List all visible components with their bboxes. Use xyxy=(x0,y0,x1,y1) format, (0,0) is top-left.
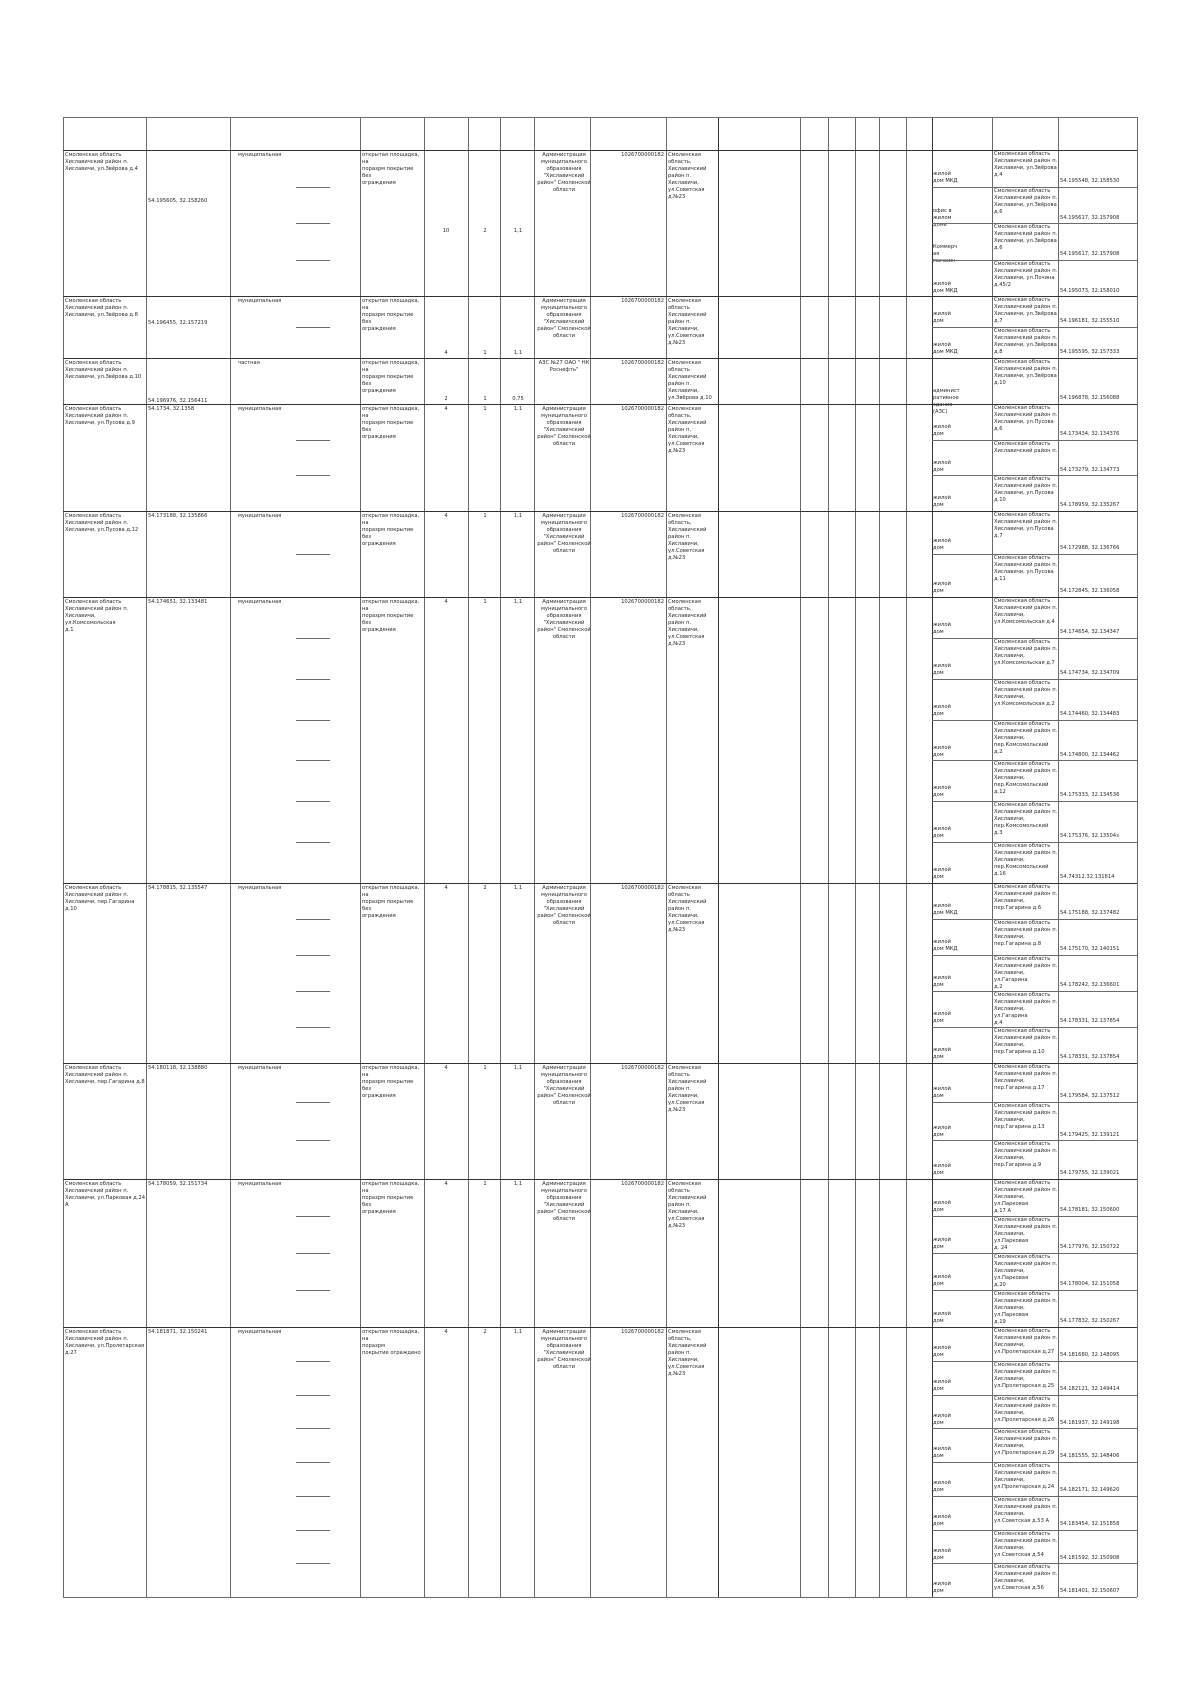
sub-row-marker xyxy=(296,1361,330,1362)
site-coordinates: 54.174651, 32.133481 xyxy=(148,599,208,605)
column-divider xyxy=(360,117,361,1597)
source-coordinates: 54.195073, 32.158010 xyxy=(1060,287,1120,294)
column-divider xyxy=(855,117,856,1597)
source-type: жилой дом xyxy=(933,538,951,551)
sub-row-marker xyxy=(296,1530,330,1531)
source-address: Смоленская область Хиславичский район п. Хиславичи, ул.Пусова д.10 xyxy=(994,476,1058,503)
site-address: Смоленская область Хиславичский район п. Хиславичи, ул.Звёрова д.10 xyxy=(65,360,142,380)
surface-description: открытая площадка, на поразрм покрытие без ограждения xyxy=(362,298,420,332)
platform-area: 10 xyxy=(442,228,450,234)
holder-ogrn: 1026700000182 xyxy=(621,1065,664,1071)
holder-ogrn: 1026700000182 xyxy=(621,1181,664,1187)
source-address: Смоленская область Хиславичский район п. Хиславичи, пер.Гагарина д.10 xyxy=(994,1028,1058,1055)
source-type: жилой дом xyxy=(933,1237,951,1250)
surface-description: открытая площадка, на поразрм покрытие без ограждения xyxy=(362,1181,420,1215)
source-address: Смоленская область Хиславичский район п. Хиславичи, ул.Пусова д.6 xyxy=(994,405,1058,432)
source-address: Смоленская область Хиславичский район п. Хиславичи, ул.Комсомольская д.2 xyxy=(994,680,1058,707)
site-coordinates: 54.196455, 32.157219 xyxy=(148,320,208,326)
source-coordinates: 54.173434, 32.134376 xyxy=(1060,430,1120,437)
site-coordinates: 54.178059, 32.151734 xyxy=(148,1181,208,1187)
column-divider xyxy=(468,117,469,1597)
holder-ogrn: 1026700000182 xyxy=(621,885,664,891)
container-volume: 1,1 xyxy=(513,406,523,412)
ownership-type: муниципальная xyxy=(238,406,282,412)
source-type: жилой дом xyxy=(933,494,951,508)
container-count: 2 xyxy=(483,1329,487,1335)
source-type: жилой дом xyxy=(933,1124,951,1138)
source-type: жилой дом МКД xyxy=(933,170,958,184)
site-address: Смоленская область Хиславичский район п. Хиславичи, ул.Комсомольская д.1 xyxy=(65,599,129,633)
source-address: Смоленская область Хиславичский район п. Хиславичи, пер.Комсомольский д.12 xyxy=(994,761,1058,795)
site-address: Смоленская область Хиславичский район п. Хиславичи, ул.Пусова д.12 xyxy=(65,513,139,533)
source-coordinates: 54.181555, 32.148406 xyxy=(1060,1452,1120,1459)
source-address: Смоленская область Хиславичский район п. Хиславичи, ул.Гагарина д.2 xyxy=(994,956,1058,990)
source-type: жилой дом xyxy=(933,1085,951,1099)
column-divider xyxy=(500,117,501,1597)
source-coordinates: 54.174460, 32.134483 xyxy=(1060,710,1120,717)
container-count: 2 xyxy=(483,228,487,234)
source-address: Смоленская область Хиславичский район п. Хиславичи, ул.Советская д.56 xyxy=(994,1564,1058,1591)
container-volume: 1,1 xyxy=(513,350,523,356)
sub-row-marker xyxy=(296,1102,330,1103)
ownership-type: муниципальная xyxy=(238,298,282,304)
table-top-border xyxy=(63,117,1137,118)
source-address: Смоленская область Хиславичский район п. Хиславичи, ул.Почина д.45/2 xyxy=(994,261,1058,288)
source-type: жилой дом МКД xyxy=(933,903,958,916)
site-coordinates: 54.196976, 32.156411 xyxy=(148,398,208,404)
container-count: 2 xyxy=(483,885,487,891)
ownership-type: муниципальная xyxy=(238,513,282,519)
source-coordinates: 54.195617, 32.157908 xyxy=(1060,214,1120,221)
column-divider xyxy=(932,117,933,1597)
sub-row-marker xyxy=(296,1290,330,1291)
source-address: Смоленская область Хиславичский район п. Хиславичи, ул.Звёрова д.6 xyxy=(994,188,1058,215)
source-address: Смоленская область Хиславичский район п. Хиславичи, пер.Гагарина д.13 xyxy=(994,1103,1058,1130)
source-address: Смоленская область Хиславичский район п. Хиславичи, ул.Советская д.54 xyxy=(994,1531,1058,1558)
sub-row-marker xyxy=(296,955,330,956)
sub-row-marker xyxy=(296,919,330,920)
sub-row-marker xyxy=(296,1253,330,1254)
column-divider xyxy=(424,117,425,1597)
holder-name: Администрация муниципального образования "Хиславичский район" Смоленской области xyxy=(537,152,591,193)
holder-ogrn: 1026700000182 xyxy=(621,406,664,412)
site-address: Смоленская область Хиславичский район п. Хиславичи, ул.Пролетарская д.27 xyxy=(65,1329,145,1356)
sub-row-marker xyxy=(296,260,330,261)
ownership-type: муниципальная xyxy=(238,1329,282,1335)
source-type: жилой дом МКД xyxy=(933,342,958,355)
site-address: Смоленская область Хиславичский район п. Хиславичи, ул.Парковая д.24 А xyxy=(65,1181,145,1208)
source-address: Смоленская область Хиславичский район п. Хиславичи, ул.Пролетарская д.25 xyxy=(994,1362,1058,1389)
source-coordinates: 54.179755, 32.139021 xyxy=(1060,1169,1120,1176)
row-divider xyxy=(63,1063,1137,1064)
holder-name: Администрация муниципального образования "Хиславичский район" Смоленской области xyxy=(537,1329,591,1370)
source-coordinates: 54.179425, 32.139121 xyxy=(1060,1131,1120,1138)
source-coordinates: 54.178959, 32.135267 xyxy=(1060,501,1120,508)
site-coordinates: 54.173188, 32.135866 xyxy=(148,513,208,519)
site-address: Смоленская область Хиславичский район п. Хиславичи, ул.Звёрова д.4 xyxy=(65,152,138,172)
site-coordinates: 54.181871, 32.150241 xyxy=(148,1329,208,1335)
source-coordinates: 54.195617, 32.157908 xyxy=(1060,250,1120,257)
source-coordinates: 54.181937, 32.149198 xyxy=(1060,1419,1120,1426)
source-coordinates: 54.175333, 32.134536 xyxy=(1060,791,1120,798)
source-type: Коммерч ая магазин xyxy=(933,243,958,264)
holder-address: Смоленская область, Хиславичский район п. Хиславичи, ул.Советская д.№23 xyxy=(668,152,707,200)
surface-description: открытая площадка, на поразрм покрытие без ограждения xyxy=(362,885,420,919)
source-address: Смоленская область Хиславичский район п. Хиславичи, пер.Гагарина д.6 xyxy=(994,884,1058,911)
source-coordinates: 54.195548, 32.158530 xyxy=(1060,177,1120,184)
source-type: жилой дом xyxy=(933,975,951,988)
source-coordinates: 54.174654, 32.134347 xyxy=(1060,628,1120,635)
source-coordinates: 54.181401, 32.150607 xyxy=(1060,1587,1120,1594)
source-type: жилой дом xyxy=(933,1344,951,1358)
platform-area: 4 xyxy=(444,350,448,356)
column-divider xyxy=(146,117,147,1597)
holder-name: Администрация муниципального образования "Хиславичский район" Смоленской области xyxy=(537,1065,591,1106)
source-type: жилой дом xyxy=(933,744,951,758)
column-divider xyxy=(906,117,907,1597)
source-coordinates: 54.174800, 32.134462 xyxy=(1060,751,1120,758)
source-address: Смоленская область Хиславичский район п. Хиславичи, пер.Комсомольский д.2 xyxy=(994,721,1058,755)
ownership-type: муниципальная xyxy=(238,885,282,891)
row-divider xyxy=(63,150,1137,151)
source-type: жилой дом xyxy=(933,1200,951,1213)
sub-row-marker xyxy=(296,1395,330,1396)
platform-area: 2 xyxy=(444,396,448,402)
container-volume: 1,1 xyxy=(513,885,523,891)
container-volume: 1,1 xyxy=(513,1181,523,1187)
source-address: Смоленская область Хиславичский район п. Хиславичи, пер.Гагарина д.8 xyxy=(994,920,1058,947)
column-divider xyxy=(800,117,801,1597)
source-type: жилой дом xyxy=(933,1311,951,1324)
source-type: жилой дом xyxy=(933,662,951,676)
source-type: жилой дом xyxy=(933,1580,951,1594)
source-coordinates: 54.178331, 32.137854 xyxy=(1060,1018,1120,1024)
source-coordinates: 54.181680, 32.148095 xyxy=(1060,1351,1120,1358)
source-address: Смоленская область Хиславичский район п. Хиславичи, ул.Пусова д.7 xyxy=(994,512,1058,539)
site-address: Смоленская область Хиславичский район п. Хиславичи, ул.Звёрова д.8 xyxy=(65,298,138,318)
table-bottom-border xyxy=(63,1597,1137,1598)
source-address: Смоленская область Хиславичский район п. Хиславичи, ул.Гагарина д.4 xyxy=(994,992,1058,1026)
source-coordinates: 54.179584, 32.137512 xyxy=(1060,1092,1120,1099)
holder-name: Администрация муниципального образования "Хиславичский район" Смоленской области xyxy=(537,406,591,447)
source-type: жилой дом МКД xyxy=(933,939,958,952)
surface-description: открытая площадка, на поразрм покрытие ограждено xyxy=(362,1329,421,1356)
row-divider xyxy=(63,358,1137,359)
holder-name: Администрация муниципального образования "Хиславичский район" Смоленской области xyxy=(537,298,591,339)
source-coordinates: 54.195595, 32.157333 xyxy=(1060,349,1120,355)
source-coordinates: 54.172845, 32.136058 xyxy=(1060,588,1120,594)
platform-area: 4 xyxy=(444,406,448,412)
source-address: Смоленская область Хиславичский район п. Хиславичи, ул.Парковая д.19 xyxy=(994,1291,1058,1325)
source-coordinates: 54.172988, 32.136766 xyxy=(1060,545,1120,551)
container-volume: 1,1 xyxy=(513,599,523,605)
source-coordinates: 54.181592, 32.150908 xyxy=(1060,1554,1120,1561)
holder-address: Смоленская область Хиславичский район п. Хиславичи, ул.Советская д.№23 xyxy=(668,298,707,346)
source-type: жилой дом xyxy=(933,1162,951,1176)
ownership-type: частная xyxy=(238,360,260,366)
source-coordinates: 54.183454, 32.151858 xyxy=(1060,1520,1120,1527)
platform-area: 4 xyxy=(444,1181,448,1187)
row-divider xyxy=(63,1179,1137,1180)
sub-row-marker xyxy=(296,1428,330,1429)
holder-name: Администрация муниципального образования "Хиславичский район" Смоленской области xyxy=(537,599,591,640)
source-type: жилой дом xyxy=(933,621,951,635)
source-coordinates: 54.196878, 32.156088 xyxy=(1060,395,1120,401)
sub-row-marker xyxy=(296,991,330,992)
surface-description: открытая площадка, на поразрм покрытие без ограждения xyxy=(362,599,420,633)
row-divider xyxy=(63,1327,1137,1328)
surface-description: открытая площадка, на поразрм покрытие без ограждения xyxy=(362,406,420,440)
source-address: Смоленская область Хиславичский район п. Хиславичи, ул.Пролетарская д.27 xyxy=(994,1328,1058,1355)
source-type: жилой дом xyxy=(933,1479,951,1493)
holder-name: Администрация муниципального образования "Хиславичский район" Смоленской области xyxy=(537,1181,591,1222)
holder-ogrn: 1026700000182 xyxy=(621,298,664,304)
column-divider xyxy=(718,117,719,1597)
column-divider xyxy=(1137,117,1138,1597)
holder-ogrn: 1026700000182 xyxy=(621,1329,664,1335)
sub-row-marker xyxy=(296,1496,330,1497)
source-address: Смоленская область Хиславичский район п. Хиславичи, пер.Гагарина д.17 xyxy=(994,1064,1058,1091)
row-divider xyxy=(63,597,1137,598)
row-divider xyxy=(63,511,1137,512)
source-type: жилой дом xyxy=(933,784,951,798)
holder-name: Администрация муниципального образования "Хиславичский район" Смоленской области xyxy=(537,513,591,554)
site-address: Смоленская область Хиславичский район п. Хиславичи, пер.Гагарина д.8 xyxy=(65,1065,145,1085)
source-address: Смоленская область Хиславичский район п. Хиславичи, ул.Комсомольская д.7 xyxy=(994,639,1058,666)
source-type: жилой дом xyxy=(933,581,951,594)
source-coordinates: 54.74312.32.131814 xyxy=(1060,873,1115,880)
source-address: Смоленская область Хиславичский район п. Хиславичи, ул.Пролетарская д.29 xyxy=(994,1429,1058,1456)
source-coordinates: 54.173279, 32.134773 xyxy=(1060,466,1120,473)
source-coordinates: 54.178331, 32.137854 xyxy=(1060,1054,1120,1060)
source-address: Смоленская область Хиславичский район п. Хиславичи, ул.Советская д.53 А xyxy=(994,1497,1058,1524)
source-type: жилой дом xyxy=(933,866,951,880)
sub-row-marker xyxy=(296,327,330,328)
source-type: жилой дом xyxy=(933,1378,951,1392)
source-address: Смоленская область Хиславичский район п. Хиславичи, ул.Звёрова д.6 xyxy=(994,224,1058,251)
container-count: 1 xyxy=(483,1181,487,1187)
container-count: 1 xyxy=(483,1065,487,1071)
holder-address: Смоленская область Хиславичский район п. Хиславичи, ул.Советская д.№23 xyxy=(668,1065,707,1113)
row-divider xyxy=(63,296,1137,297)
sub-row-marker xyxy=(296,801,330,802)
source-address: Смоленская область Хиславичский район п. Хиславичи, ул.Пусова д.11 xyxy=(994,555,1058,582)
holder-address: Смоленская область Хиславичский район п. Хиславичи, ул.Советская д.№23 xyxy=(668,1181,707,1229)
source-address: Смоленская область Хиславичский район п. Хиславичи, ул.Звёрова д.4 xyxy=(994,151,1058,178)
source-coordinates: 54.178004, 32.151058 xyxy=(1060,1281,1120,1287)
sub-row-marker xyxy=(296,187,330,188)
source-type: жилой дом xyxy=(933,703,951,717)
source-coordinates: 54.182171, 32.149620 xyxy=(1060,1486,1120,1493)
container-count: 1 xyxy=(483,599,487,605)
source-type: жилой дом xyxy=(933,1513,951,1527)
source-coordinates: 54.177976, 32.150722 xyxy=(1060,1244,1120,1250)
site-coordinates: 54.178815, 32.135547 xyxy=(148,885,208,891)
holder-name: АЗС №27 ОАО " НК Роснефть" xyxy=(538,360,590,373)
source-address: Смоленская область Хиславичский район п. xyxy=(994,441,1058,454)
source-coordinates: 54.175170, 32.140151 xyxy=(1060,946,1120,952)
sub-row-marker xyxy=(296,1462,330,1463)
holder-address: Смоленская область, Хиславичский район п. Хиславичи, ул.Советская д.№23 xyxy=(668,406,707,454)
surface-description: открытая площадка, на поразрм покрытие без ограждения xyxy=(362,1065,420,1099)
surface-description: открытая площадка, на поразрм покрытие без ограждения xyxy=(362,152,420,186)
holder-ogrn: 1026700000182 xyxy=(621,599,664,605)
source-type: жилой дом xyxy=(933,459,951,473)
column-divider xyxy=(230,117,231,1597)
holder-address: Смоленская область Хиславичский район п. Хиславичи, ул.Советская д.№23 xyxy=(668,885,707,933)
sub-row-marker xyxy=(296,760,330,761)
source-address: Смоленская область Хиславичский район п. Хиславичи, ул.Звёрова д.7 xyxy=(994,297,1058,324)
surface-description: открытая площадка, на поразрм покрытие без ограждения xyxy=(362,360,420,394)
source-type: жилой дом xyxy=(933,423,951,437)
ownership-type: муниципальная xyxy=(238,599,282,605)
sub-row-marker xyxy=(296,475,330,476)
sub-row-marker xyxy=(296,720,330,721)
holder-ogrn: 1026700000182 xyxy=(621,152,664,158)
platform-area: 4 xyxy=(444,885,448,891)
source-coordinates: 54.178242, 32.136601 xyxy=(1060,982,1120,988)
source-coordinates: 54.178181, 32.150600 xyxy=(1060,1207,1120,1213)
source-type: жилой дом xyxy=(933,1011,951,1024)
source-address: Смоленская область Хиславичский район п. Хиславичи, ул.Пролетарская д.24 xyxy=(994,1463,1058,1490)
source-type: жилой дом xyxy=(933,1047,951,1060)
column-divider xyxy=(1058,117,1059,1597)
source-type: жилой дом МКД xyxy=(933,280,958,294)
holder-ogrn: 1026700000182 xyxy=(621,513,664,519)
source-address: Смоленская область Хиславичский район п. Хиславичи, ул.Звёрова д.8 xyxy=(994,328,1058,355)
sub-row-marker xyxy=(296,223,330,224)
source-type: жилой дом xyxy=(933,1274,951,1287)
site-coordinates: 54.1734, 32.1358 xyxy=(148,406,195,412)
container-volume: 1,1 xyxy=(513,513,523,519)
source-coordinates: 54.182121, 32.149414 xyxy=(1060,1385,1120,1392)
site-address: Смоленская область Хиславичский район п. Хиславичи, пер.Гагарина д.10 xyxy=(65,885,135,912)
source-coordinates: 54.177832, 32.150267 xyxy=(1060,1318,1120,1324)
source-coordinates: 54.175376, 32.13504з xyxy=(1060,832,1119,839)
row-divider xyxy=(63,404,1137,405)
sub-row-marker xyxy=(296,1563,330,1564)
sub-row-marker xyxy=(296,554,330,555)
sub-row-marker xyxy=(296,842,330,843)
sub-row-marker xyxy=(296,638,330,639)
source-type: жилой дом xyxy=(933,1412,951,1426)
source-coordinates: 54.175188, 32.137482 xyxy=(1060,910,1120,916)
container-volume: 1,1 xyxy=(513,1329,523,1335)
platform-area: 4 xyxy=(444,599,448,605)
sub-row-marker xyxy=(296,440,330,441)
source-type: офис в жилом доме xyxy=(933,207,952,228)
source-type: админист ративное здание (АЗС) xyxy=(933,388,960,415)
holder-address: Смоленская область, Хиславичский район п. Хиславичи, ул.Советская д.№23 xyxy=(668,1329,707,1377)
surface-description: открытая площадка, на поразрм покрытие без ограждения xyxy=(362,513,420,547)
column-divider xyxy=(828,117,829,1597)
column-divider xyxy=(63,117,64,1597)
source-address: Смоленская область Хиславичский район п. Хиславичи, ул.Пролетарская д.26 xyxy=(994,1396,1058,1423)
ownership-type: муниципальная xyxy=(238,152,282,158)
source-address: Смоленская область Хиславичский район п. Хиславичи, пер.Комсомольский д.3 xyxy=(994,802,1058,836)
site-address: Смоленская область Хиславичский район п. Хиславичи, ул.Пусова д.9 xyxy=(65,406,135,426)
site-coordinates: 54.180118, 32.138880 xyxy=(148,1065,208,1071)
sub-row-marker xyxy=(296,1216,330,1217)
row-divider xyxy=(63,883,1137,884)
container-count: 1 xyxy=(483,350,487,356)
holder-ogrn: 1026700000182 xyxy=(621,360,664,366)
ownership-type: муниципальная xyxy=(238,1181,282,1187)
platform-area: 4 xyxy=(444,1065,448,1071)
sub-row-marker xyxy=(296,1027,330,1028)
source-type: жилой дом xyxy=(933,1547,951,1561)
column-divider xyxy=(992,117,993,1597)
source-address: Смоленская область Хиславичский район п. Хиславичи, пер.Комсомольский д.16 xyxy=(994,843,1058,877)
platform-area: 4 xyxy=(444,1329,448,1335)
container-volume: 1,1 xyxy=(513,1065,523,1071)
source-type: жилой дом xyxy=(933,1445,951,1459)
source-address: Смоленская область Хиславичский район п. Хиславичи, ул.Парковая д.20 xyxy=(994,1254,1058,1288)
ownership-type: муниципальная xyxy=(238,1065,282,1071)
container-count: 1 xyxy=(483,513,487,519)
holder-name: Администрация муниципального образования "Хиславичский район" Смоленской области xyxy=(537,885,591,926)
source-type: жилой дом xyxy=(933,825,951,839)
sub-row-marker xyxy=(296,679,330,680)
source-coordinates: 54.174734, 32.134709 xyxy=(1060,669,1120,676)
container-count: 1 xyxy=(483,396,487,402)
container-count: 1 xyxy=(483,406,487,412)
source-address: Смоленская область Хиславичский район п. Хиславичи, ул.Парковая д. 24 xyxy=(994,1217,1058,1251)
source-coordinates: 54.196181, 32.155510 xyxy=(1060,318,1120,324)
holder-address: Смоленская область, Хиславичский район п. Хиславичи, ул.Советская д.№23 xyxy=(668,599,707,647)
sub-row-marker xyxy=(296,1140,330,1141)
holder-address: Смоленская область, Хиславичский район п. Хиславичи, ул.Советская д.№23 xyxy=(668,513,707,561)
source-address: Смоленская область Хиславичский район п. Хиславичи, ул.Звёрова д.10 xyxy=(994,359,1058,386)
column-divider xyxy=(666,117,667,1597)
column-divider xyxy=(879,117,880,1597)
container-volume: 0,75 xyxy=(512,396,524,402)
source-type: жилой дом xyxy=(933,311,951,324)
column-divider xyxy=(534,117,535,1597)
container-volume: 1,1 xyxy=(513,228,523,234)
site-coordinates: 54.195605, 32.158260 xyxy=(148,198,208,204)
source-address: Смоленская область Хиславичский район п. Хиславичи, ул.Парковая д.17 А xyxy=(994,1180,1058,1214)
platform-area: 4 xyxy=(444,513,448,519)
source-address: Смоленская область Хиславичский район п. Хиславичи, ул.Комсомольская д.4 xyxy=(994,598,1058,625)
holder-address: Смоленская область Хиславичский район п. Хиславичи, ул.Звёрова д.10 xyxy=(668,360,712,401)
source-address: Смоленская область Хиславичский район п. Хиславичи, пер.Гагарина д.9 xyxy=(994,1141,1058,1168)
